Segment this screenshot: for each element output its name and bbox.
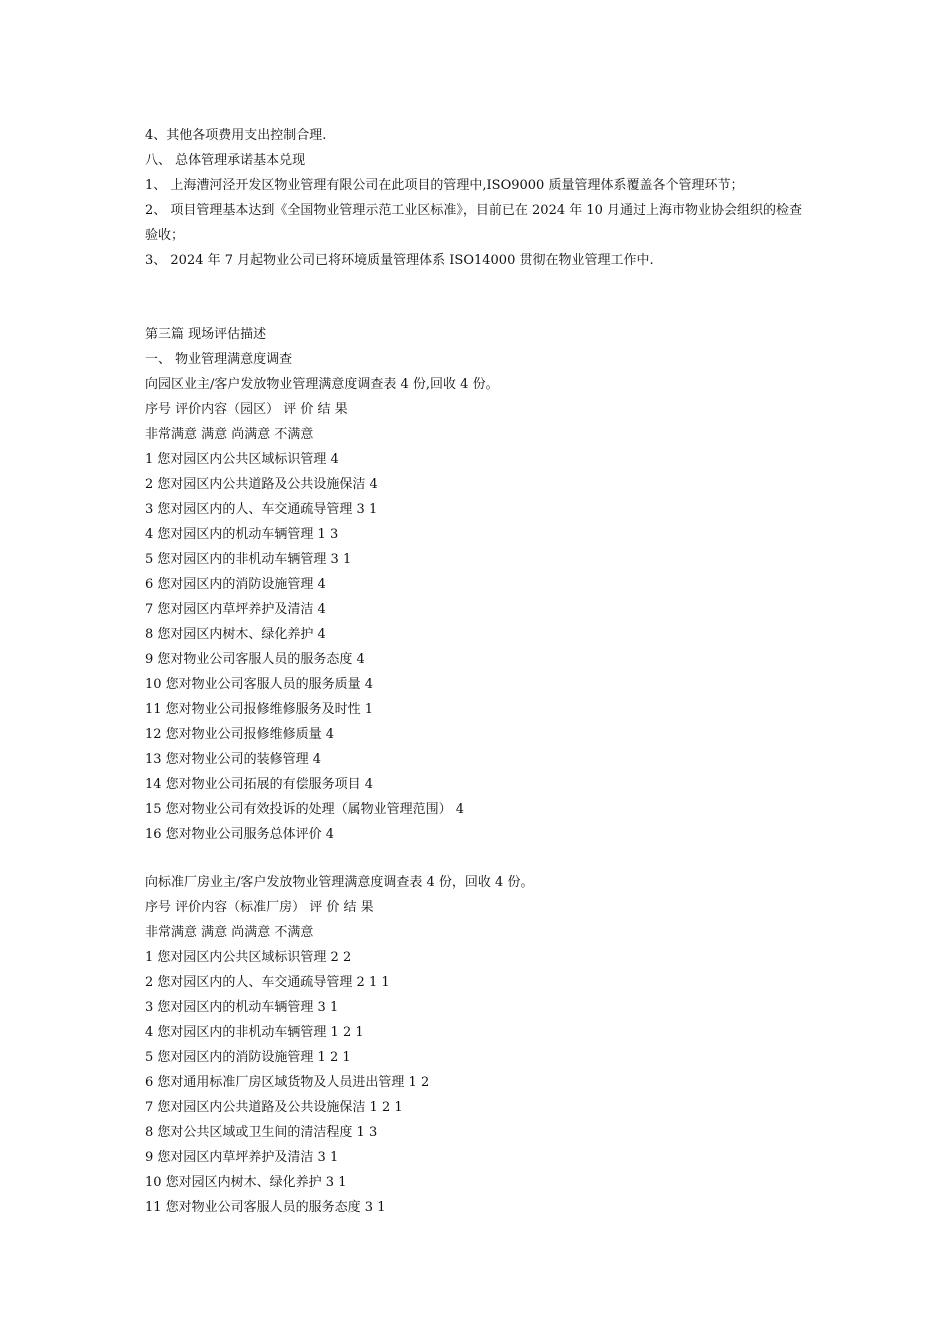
park-survey-section: [145, 322, 815, 847]
table-row: 14 您对物业公司拓展的有偿服务项目 4: [145, 777, 374, 792]
table-row: 8 您对园区内树木、绿化养护 4: [145, 627, 326, 642]
table-row: 11 您对物业公司客服人员的服务态度 3 1: [145, 1200, 386, 1215]
table-row: 4 您对园区内的非机动车辆管理 1 2 1: [145, 1025, 364, 1040]
table-row: 9 您对物业公司客服人员的服务态度 4: [145, 652, 365, 667]
table-row: 5 您对园区内的非机动车辆管理 3 1: [145, 552, 352, 567]
table-row: 5 您对园区内的消防设施管理 1 2 1: [145, 1050, 351, 1065]
table-row: 7 您对园区内草坪养护及清洁 4: [145, 602, 326, 617]
table-row: 16 您对物业公司服务总体评价 4: [145, 827, 335, 842]
survey-intro: 向园区业主/客户发放物业管理满意度调查表 4 份,回收 4 份。: [145, 377, 499, 392]
table-row: 1 您对园区内公共区域标识管理 4: [145, 452, 339, 467]
section-heading: 八、 总体管理承诺基本兑现: [145, 153, 306, 168]
table-row: 7 您对园区内公共道路及公共设施保洁 1 2 1: [145, 1100, 403, 1115]
table-header: 序号 评价内容（标准厂房） 评 价 结 果: [145, 900, 374, 915]
chapter-title: 第三篇 现场评估描述: [145, 327, 267, 342]
factory-survey-section: [145, 870, 815, 1220]
commitment-section: [145, 123, 815, 273]
table-header: 序号 评价内容（园区） 评 价 结 果: [145, 402, 348, 417]
table-row: 8 您对公共区域或卫生间的清洁程度 1 3: [145, 1125, 378, 1140]
paragraph-line: 2、 项目管理基本达到《全国物业管理示范工业区标准》，目前已在 2024 年 10 月通过上海市物业协会组织的检查验收；: [145, 203, 803, 243]
table-row: 6 您对通用标准厂房区域货物及人员进出管理 1 2: [145, 1075, 430, 1090]
table-row: 2 您对园区内的人、车交通疏导管理 2 1 1: [145, 975, 390, 990]
table-row: 9 您对园区内草坪养护及清洁 3 1: [145, 1150, 339, 1165]
table-row: 12 您对物业公司报修维修质量 4: [145, 727, 335, 742]
table-row: 3 您对园区内的人、车交通疏导管理 3 1: [145, 502, 378, 517]
table-row: 1 您对园区内公共区域标识管理 2 2: [145, 950, 352, 965]
table-row: 2 您对园区内公共道路及公共设施保洁 4: [145, 477, 378, 492]
paragraph-line: 3、 2024 年 7 月起物业公司已将环境质量管理体系 ISO14000 贯彻在物业管理工作中.: [145, 253, 654, 268]
rating-header: 非常满意 满意 尚满意 不满意: [145, 427, 314, 442]
table-row: 15 您对物业公司有效投诉的处理（属物业管理范围） 4: [145, 802, 465, 817]
rating-header: 非常满意 满意 尚满意 不满意: [145, 925, 314, 940]
table-row: 3 您对园区内的机动车辆管理 3 1: [145, 1000, 339, 1015]
table-row: 11 您对物业公司报修维修服务及时性 1: [145, 702, 374, 717]
table-row: 10 您对园区内树木、绿化养护 3 1: [145, 1175, 347, 1190]
paragraph-line: 1、 上海漕河泾开发区物业管理有限公司在此项目的管理中,ISO9000 质量管理体系覆盖各个管理环节；: [145, 178, 744, 193]
table-row: 4 您对园区内的机动车辆管理 1 3: [145, 527, 339, 542]
paragraph-line: 4、其他各项费用支出控制合理.: [145, 128, 327, 143]
table-row: 10 您对物业公司客服人员的服务质量 4: [145, 677, 374, 692]
table-row: 6 您对园区内的消防设施管理 4: [145, 577, 326, 592]
table-row: 13 您对物业公司的装修管理 4: [145, 752, 322, 767]
survey-intro: 向标准厂房业主/客户发放物业管理满意度调查表 4 份，回收 4 份。: [145, 875, 534, 890]
section-heading: 一、 物业管理满意度调查: [145, 352, 293, 367]
